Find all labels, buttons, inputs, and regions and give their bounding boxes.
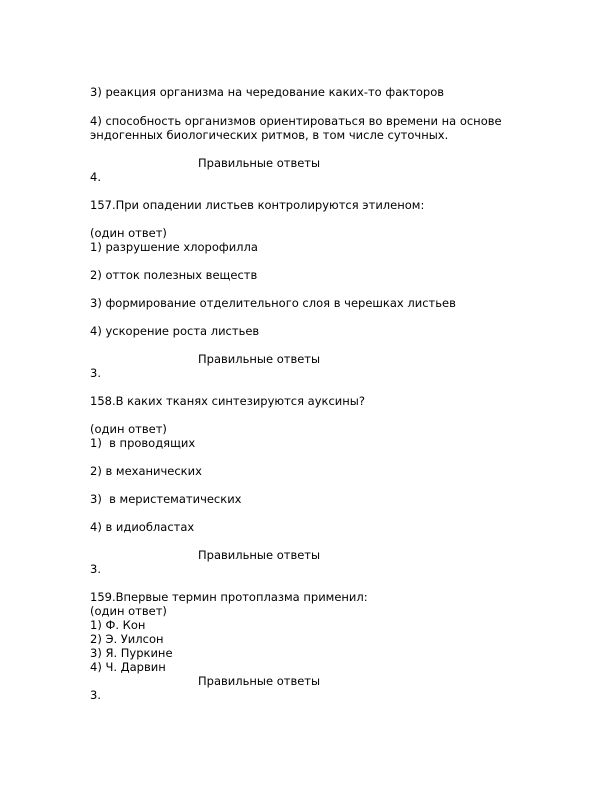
q158-answer: 3. [90, 562, 101, 576]
q157-mode: (один ответ) [90, 226, 167, 240]
q158-option-3: 3) в меристематических [90, 492, 242, 506]
q158-question: 158.В каких тканях синтезируются ауксины? [90, 394, 365, 408]
q158-option-4: 4) в идиобластах [90, 520, 195, 534]
q157-answer: 3. [90, 366, 101, 380]
prev-option-4-line1: 4) способность организмов ориентироваться во времени на основе [90, 114, 502, 128]
q157-option-1: 1) разрушение хлорофилла [90, 240, 258, 254]
q157-option-2: 2) отток полезных веществ [90, 268, 258, 282]
q159-answer: 3. [90, 688, 101, 702]
q159-option-1: 1) Ф. Кон [90, 618, 146, 632]
q159-option-2: 2) Э. Уилсон [90, 632, 164, 646]
prev-option-4-line2: эндогенных биологических ритмов, в том числе суточных. [90, 128, 449, 142]
prev-answer-header: Правильные ответы [198, 156, 321, 170]
q159-option-4: 4) Ч. Дарвин [90, 660, 166, 674]
q157-question: 157.При опадении листьев контролируются этиленом: [90, 198, 425, 212]
q159-answer-header: Правильные ответы [198, 674, 321, 688]
q157-answer-header: Правильные ответы [198, 352, 321, 366]
q157-option-3: 3) формирование отделительного слоя в черешках листьев [90, 296, 456, 310]
q159-mode: (один ответ) [90, 604, 167, 618]
q159-option-3: 3) Я. Пуркине [90, 646, 173, 660]
q158-option-1: 1) в проводящих [90, 436, 196, 450]
q158-answer-header: Правильные ответы [198, 548, 321, 562]
q158-mode: (один ответ) [90, 422, 167, 436]
q159-question: 159.Впервые термин протоплазма применил: [90, 590, 368, 604]
q157-option-4: 4) ускорение роста листьев [90, 324, 260, 338]
q158-option-2: 2) в механических [90, 464, 202, 478]
prev-option-3: 3) реакция организма на чередование каких-то факторов [90, 85, 445, 99]
prev-answer: 4. [90, 170, 101, 184]
